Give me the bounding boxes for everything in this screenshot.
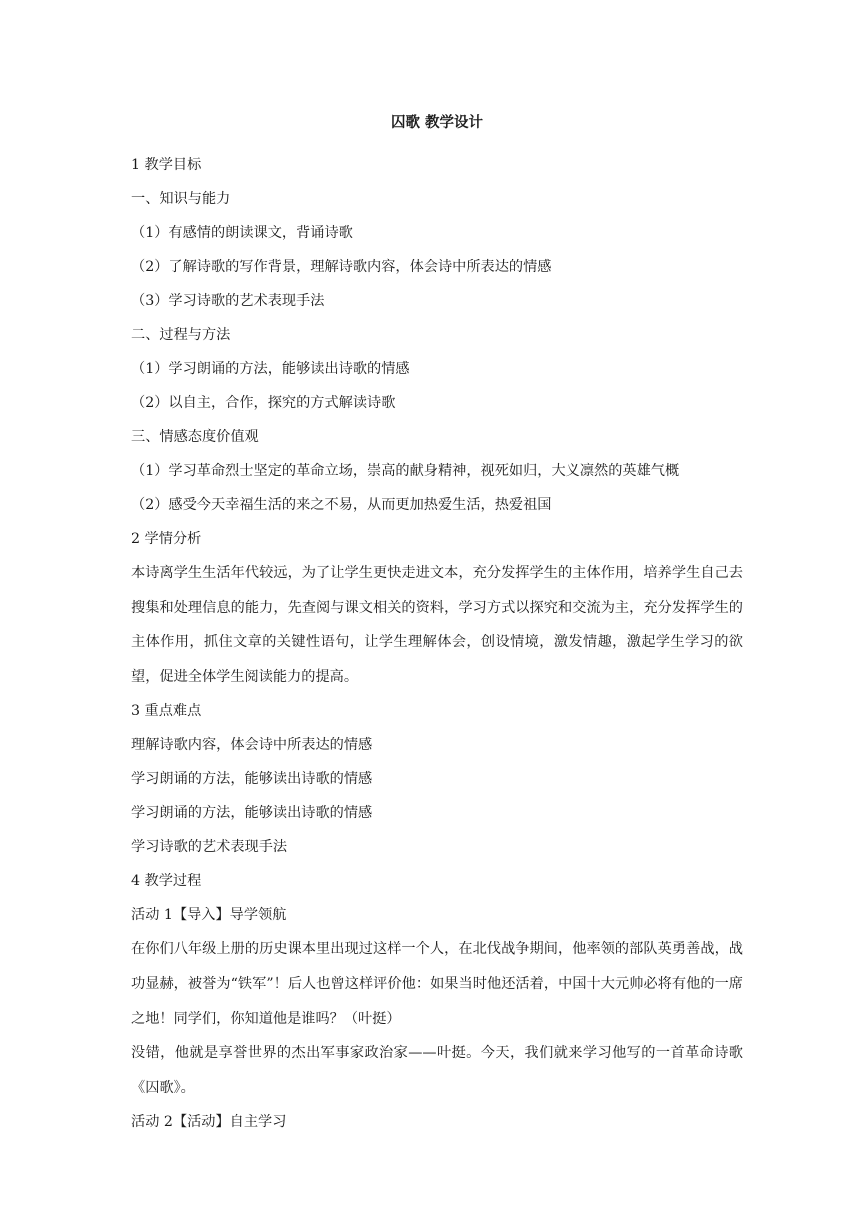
list-item: （2）感受今天幸福生活的来之不易，从而更加热爱生活，热爱祖国 [131,497,552,513]
list-item: （1）学习朗诵的方法，能够读出诗歌的情感 [131,361,410,377]
analysis-paragraph: 本诗离学生生活年代较远，为了让学生更快走进文本，充分发挥学生的主体作用，培养学生自己去搜集和处理信息的能力，先查阅与课文相关的资料，学习方式以探究和交流为主，充分发挥学生的主体作用，抓住文章的关键性语句，让学生理解体会，创设情境，激发情趣，激起学生学习的欲望，促进全体学生阅读能力的提高。 [131,565,743,685]
subheading-attitude: 三、情感态度价值观 [131,429,259,445]
list-item: （2）以自主，合作，探究的方式解读诗歌 [131,395,396,411]
document-body [131,148,743,1139]
activity-1-paragraph-1: 在你们八年级上册的历史课本里出现过这样一个人，在北伐战争期间，他率领的部队英勇善战，战功显赫，被誉为“铁军”！后人也曾这样评价他：如果当时他还活着，中国十大元帅必将有他的一席之地！同学们，你知道他是谁吗？（叶挺） [131,941,743,1027]
list-item: （1）有感情的朗读课文，背诵诗歌 [131,225,353,241]
list-item: 学习诗歌的艺术表现手法 [131,839,288,856]
list-item: （3）学习诗歌的艺术表现手法 [131,293,325,309]
list-item: 学习朗诵的方法，能够读出诗歌的情感 [131,771,373,788]
list-item: 理解诗歌内容，体会诗中所表达的情感 [131,737,373,754]
activity-1-paragraph-2: 没错，他就是享誉世界的杰出军事家政治家——叶挺。今天，我们就来学习他写的一首革命诗歌《囚歌》。 [131,1045,743,1096]
list-item: （1）学习革命烈士坚定的革命立场，崇高的献身精神，视死如归，大义凛然的英雄气概 [131,463,680,479]
list-item: 学习朗诵的方法，能够读出诗歌的情感 [131,805,373,822]
section-heading-analysis: 2 学情分析 [131,531,202,547]
activity-1-heading: 活动 1【导入】导学领航 [131,907,287,924]
activity-2-heading: 活动 2【活动】自主学习 [131,1114,287,1131]
subheading-process: 二、过程与方法 [131,327,231,343]
section-heading-objectives: 1 教学目标 [131,157,202,173]
list-item: （2）了解诗歌的写作背景，理解诗歌内容，体会诗中所表达的情感 [131,259,552,275]
subheading-knowledge: 一、知识与能力 [131,191,231,207]
section-heading-keypoints: 3 重点难点 [131,703,202,720]
document-title: 囚歌 教学设计 [390,114,484,131]
section-heading-process: 4 教学过程 [131,873,202,890]
